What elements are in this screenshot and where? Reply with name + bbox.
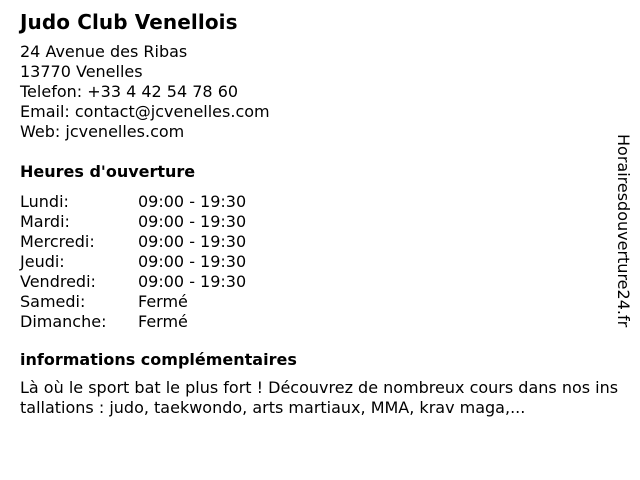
day-hours: 09:00 - 19:30 — [138, 192, 247, 211]
email-label: Email: — [20, 102, 70, 121]
day-label: Jeudi: — [20, 252, 65, 271]
additional-info-text: Là où le sport bat le plus fort ! Découvrez de nombreux cours dans nos installations : judo, taekwondo, arts martiaux, MMA, krav maga,... — [20, 378, 619, 417]
day-hours: 09:00 - 19:30 — [138, 272, 247, 291]
hours-row-sunday — [20, 312, 620, 332]
contact-block — [20, 42, 620, 142]
source-watermark: Horairesdouverture24.fr — [614, 134, 633, 328]
hours-row-thursday — [20, 252, 620, 272]
address-line2: 13770 Venelles — [20, 62, 143, 81]
web-link[interactable]: jcvenelles.com — [65, 122, 185, 141]
day-label: Mercredi: — [20, 232, 95, 251]
phone-number[interactable]: +33 4 42 54 78 60 — [87, 82, 239, 101]
day-label: Mardi: — [20, 212, 70, 231]
day-label: Lundi: — [20, 192, 69, 211]
hours-row-friday — [20, 272, 620, 292]
address-line1: 24 Avenue des Ribas — [20, 42, 188, 61]
email-line — [20, 102, 620, 122]
additional-info-heading: informations complémentaires — [20, 350, 297, 369]
hours-row-monday — [20, 192, 620, 212]
business-name: Judo Club Venellois — [20, 10, 238, 34]
opening-hours-table — [20, 192, 620, 332]
day-hours: 09:00 - 19:30 — [138, 232, 247, 251]
day-hours: 09:00 - 19:30 — [138, 252, 247, 271]
hours-row-saturday — [20, 292, 620, 312]
day-hours: 09:00 - 19:30 — [138, 212, 247, 231]
web-line — [20, 122, 620, 142]
business-card — [20, 10, 620, 418]
email-link[interactable]: contact@jcvenelles.com — [74, 102, 270, 121]
day-label: Dimanche: — [20, 312, 107, 331]
hours-row-wednesday — [20, 232, 620, 252]
phone-line — [20, 82, 620, 102]
day-label: Vendredi: — [20, 272, 96, 291]
phone-label: Telefon: — [20, 82, 83, 101]
hours-row-tuesday — [20, 212, 620, 232]
day-hours: Fermé — [138, 292, 188, 311]
opening-hours-heading: Heures d'ouverture — [20, 162, 196, 181]
web-label: Web: — [20, 122, 61, 141]
day-label: Samedi: — [20, 292, 86, 311]
day-hours: Fermé — [138, 312, 188, 331]
